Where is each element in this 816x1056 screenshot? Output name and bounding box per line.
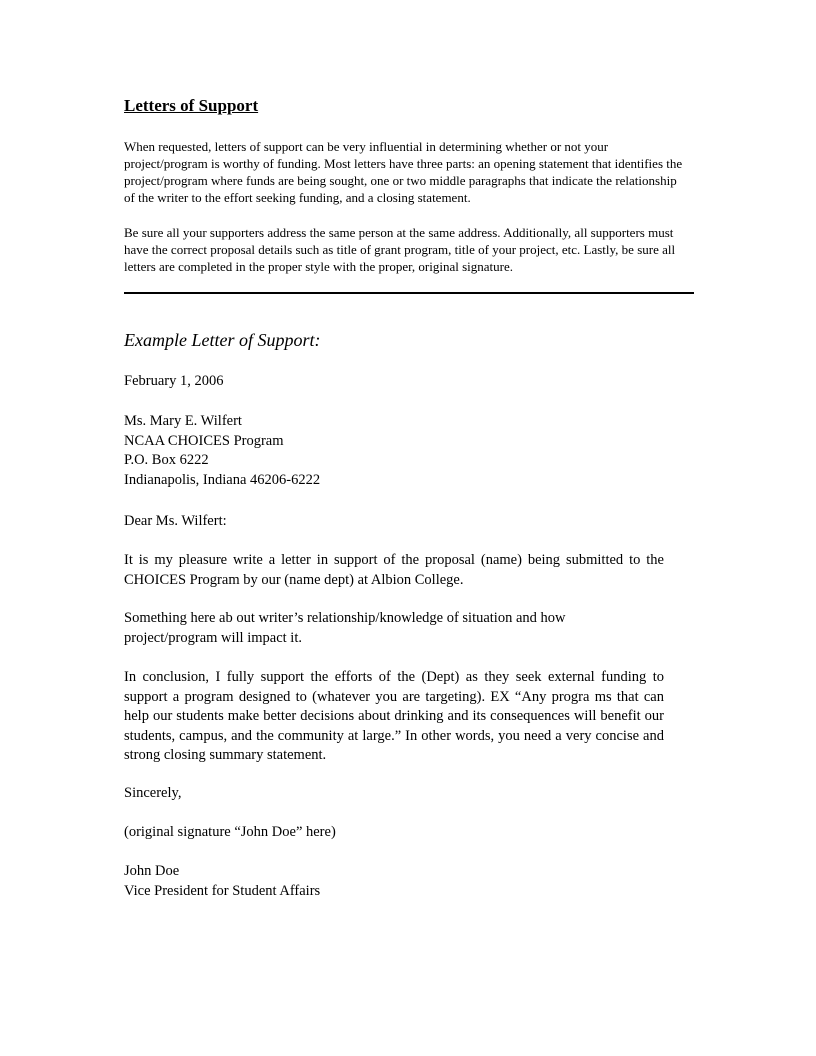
- example-letter-heading: Example Letter of Support:: [124, 330, 321, 350]
- section-divider: [124, 292, 694, 294]
- letter-closing: Sincerely,: [124, 785, 182, 801]
- address-line-name: Ms. Mary E. Wilfert: [124, 413, 242, 429]
- signer-name: John Doe: [124, 863, 180, 879]
- letter-body-paragraph-3: In conclusion, I fully support the efforts of the (Dept) as they seek external funding to support a program designed to (whatever you are targeting). EX “Any progra ms that can help our students make better decisions about drinking and its consequences will benefit our students, campus, and the community at large.” In other words, you need a very concise and strong closing summary statement.: [124, 669, 664, 763]
- intro-paragraph-2: Be sure all your supporters address the same person at the same address. Additionally, all supporters must have the correct proposal details such as title of grant program, title of your project, etc. Lastly, be sure all letters are completed in the proper style with the proper, original signature.: [124, 225, 676, 274]
- intro-paragraph-1: When requested, letters of support can be very influential in determining whether or not your project/program is worthy of funding. Most letters have three parts: an opening statement that identifies the project/program where funds are being sought, one or two middle paragraphs that indicate the relationship of the writer to the effort seeking funding, and a closing statement.: [124, 139, 683, 205]
- signer-title: Vice President for Student Affairs: [124, 882, 321, 899]
- body2-line-1: Something here ab out writer’s relationship/knowledge of situation and how: [124, 610, 566, 626]
- letter-date: February 1, 2006: [124, 373, 224, 389]
- letter-body-paragraph-1: It is my pleasure write a letter in support of the proposal (name) being submitted to the CHOICES Program by our (name dept) at Albion College.: [124, 552, 664, 588]
- address-line-program: NCAA CHOICES Program: [124, 432, 284, 449]
- letter-body-paragraph-2: [124, 609, 664, 648]
- page-title: Letters of Support: [124, 96, 259, 115]
- signature-placeholder: (original signature “John Doe” here): [124, 824, 336, 840]
- signer-block: [124, 862, 664, 901]
- recipient-address: [124, 412, 664, 490]
- letter-salutation: Dear Ms. Wilfert:: [124, 513, 227, 529]
- address-line-city: Indianapolis, Indiana 46206-6222: [124, 471, 321, 488]
- body2-line-2: project/program will impact it.: [124, 629, 302, 646]
- address-line-po-box: P.O. Box 6222: [124, 452, 209, 468]
